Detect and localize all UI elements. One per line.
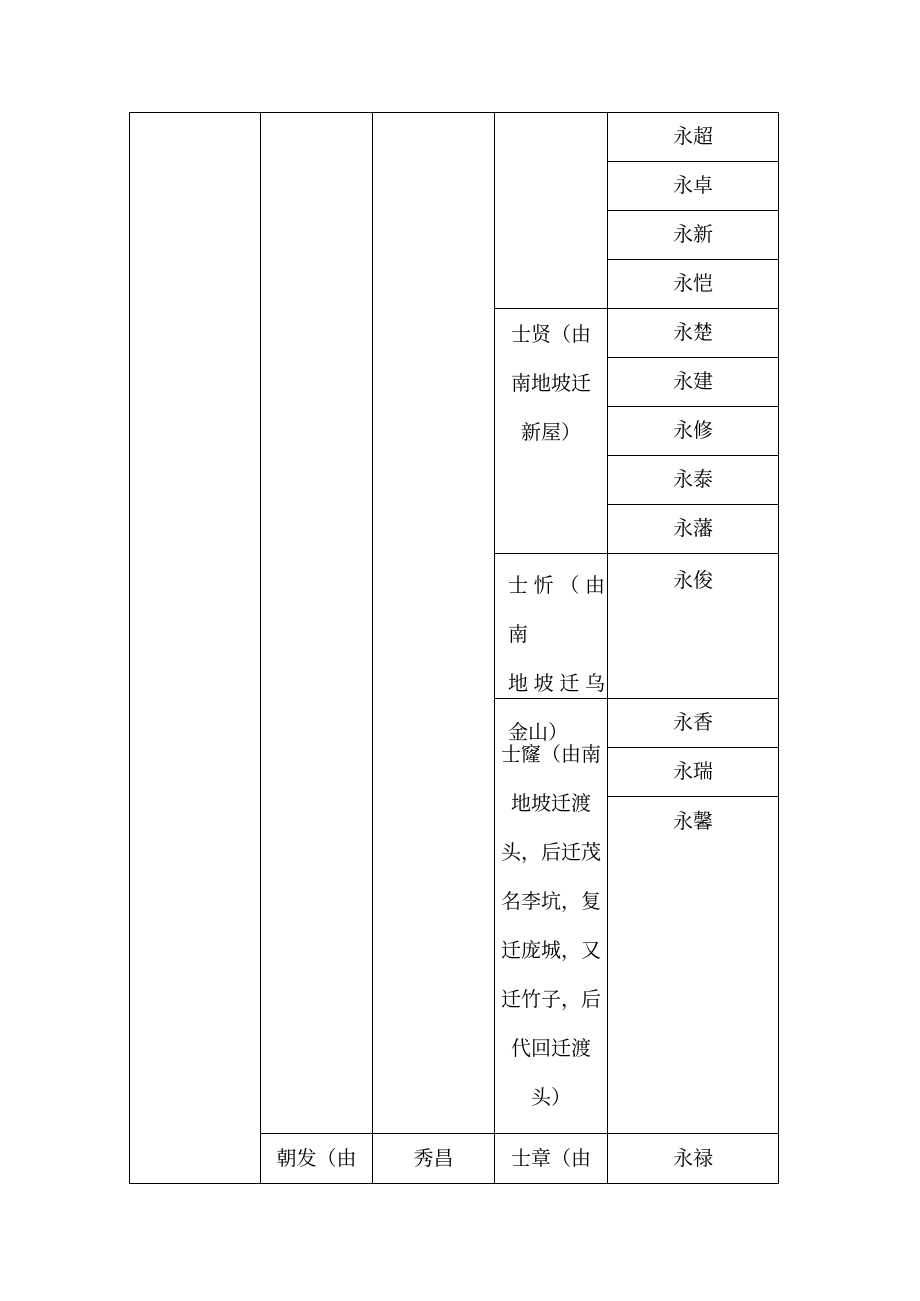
grid-line bbox=[778, 112, 779, 1184]
ancestor-line: 迁庞城，又 bbox=[501, 938, 601, 962]
name-cell: 永馨 bbox=[673, 809, 713, 833]
name-cell: 永新 bbox=[673, 222, 713, 246]
name-cell: 永建 bbox=[673, 369, 713, 393]
ancestor-line: 士贤（由 bbox=[511, 322, 591, 346]
generation-cell-xiuchang: 秀昌 bbox=[413, 1146, 454, 1170]
grid-line bbox=[494, 112, 495, 1184]
ancestor-line: 头，后迁茂 bbox=[501, 840, 601, 864]
ancestor-line: 名李坑，复 bbox=[501, 889, 601, 913]
ancestor-line: 迁竹子，后 bbox=[501, 987, 601, 1011]
grid-line bbox=[372, 112, 373, 1184]
name-cell: 永禄 bbox=[673, 1146, 713, 1170]
name-cell: 永泰 bbox=[673, 467, 713, 491]
ancestor-line: 士忻（由南 bbox=[508, 573, 605, 646]
name-cell: 永修 bbox=[673, 418, 713, 442]
name-cell: 永香 bbox=[673, 710, 713, 734]
grid-line bbox=[129, 112, 130, 1184]
ancestor-cell-shizhang: 士章（由 bbox=[511, 1146, 591, 1170]
ancestor-line: 南地坡迁 bbox=[511, 371, 591, 395]
ancestor-line: 地坡迁乌 bbox=[508, 671, 605, 695]
ancestor-cell-shixin bbox=[508, 561, 605, 757]
grid-line bbox=[494, 553, 779, 554]
name-cell: 永超 bbox=[673, 124, 713, 148]
ancestor-cell-shixian bbox=[500, 310, 602, 457]
name-cell: 永恺 bbox=[673, 271, 713, 295]
ancestor-line: 地坡迁渡 bbox=[511, 791, 591, 815]
ancestor-line: 代回迁渡 bbox=[511, 1036, 591, 1060]
ancestor-line: 金山） bbox=[508, 720, 568, 744]
name-cell: 永楚 bbox=[673, 320, 713, 344]
ancestor-line: 头） bbox=[531, 1085, 571, 1109]
grid-line bbox=[129, 1183, 779, 1184]
ancestor-line: 士窿（由南 bbox=[501, 742, 601, 766]
name-cell: 永卓 bbox=[673, 173, 713, 197]
name-cell: 永俊 bbox=[673, 568, 713, 592]
name-cell: 永瑞 bbox=[673, 759, 713, 783]
ancestor-line: 新屋） bbox=[521, 420, 581, 444]
ancestor-cell-shilong bbox=[496, 730, 606, 1122]
name-cell: 永藩 bbox=[673, 516, 713, 540]
grid-line bbox=[260, 112, 261, 1184]
generation-cell-chaofa: 朝发（由 bbox=[276, 1146, 357, 1170]
